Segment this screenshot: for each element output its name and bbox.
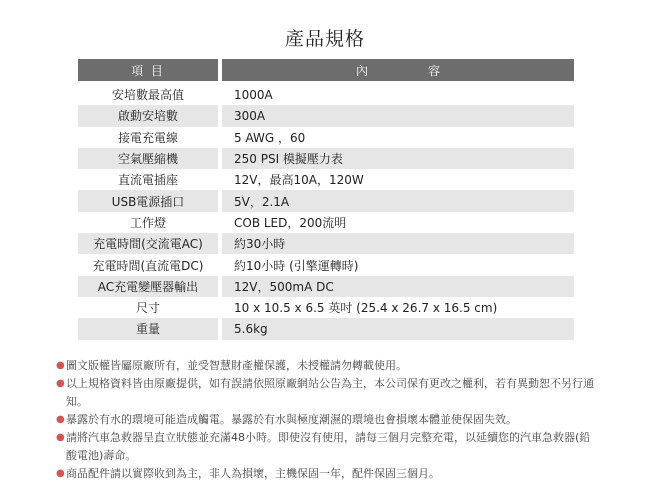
spec-label: 安培數最高值 [111, 88, 184, 103]
note-text: 暴露於有水的環境可能造成觸電。暴露於有水與極度潮濕的環境也會損壞本體並使保固失效。 [66, 413, 517, 426]
spec-table [78, 59, 574, 340]
bullet-icon: ● [56, 414, 65, 425]
spec-label: 重量 [78, 318, 218, 339]
note-item [56, 375, 601, 411]
spec-value: COB LED，200流明 [234, 215, 347, 230]
header-content-char-1: 內 [355, 63, 368, 78]
table-row [78, 233, 574, 254]
note-text: 以上規格資料皆由原廠提供，如有誤請依照原廠網站公告為主，本公司保有更改之權利，若有異動恕不另行通知。 [66, 377, 594, 408]
spec-label: 直流電插座 [117, 173, 178, 188]
spec-value: 5V，2.1A [222, 190, 574, 211]
spec-value: 10 x 10.5 x 6.5 英吋 (25.4 x 26.7 x 16.5 cm) [234, 301, 498, 316]
note-text: 圖文版權皆屬原廠所有，並受智慧財產權保護，未授權請勿轉載使用。 [66, 359, 407, 372]
note-item [56, 465, 601, 483]
header-item: 項 目 [78, 59, 218, 81]
spec-value: 250 PSI 模擬壓力表 [222, 148, 574, 169]
spec-value: 5 AWG ，60 [234, 130, 306, 145]
spec-label: 尺寸 [135, 301, 160, 316]
table-row [78, 297, 574, 318]
table-row [78, 84, 574, 105]
bullet-icon: ● [56, 432, 65, 443]
spec-label: 充電時間(交流電AC) [78, 233, 218, 254]
table-row [78, 105, 574, 126]
spec-value: 約10小時 (引擎運轉時) [234, 258, 359, 273]
table-row [78, 190, 574, 211]
spec-label: 工作燈 [129, 215, 166, 230]
spec-value: 約30小時 [222, 233, 574, 254]
table-row [78, 212, 574, 233]
table-row [78, 127, 574, 148]
note-item [56, 357, 601, 375]
note-item [56, 411, 601, 429]
table-header [78, 59, 574, 81]
note-text: 請將汽車急救器呈直立狀態並充滿48小時。即使沒有使用，請每三個月完整充電，以延續您的汽車急救器(鉛酸電池)壽命。 [66, 431, 591, 462]
spec-label: AC充電變壓器輸出 [78, 276, 218, 297]
spec-value: 300A [222, 105, 574, 126]
spec-value: 12V，500mA DC [222, 276, 574, 297]
note-item [56, 429, 601, 465]
spec-label: 空氣壓縮機 [78, 148, 218, 169]
table-row [78, 254, 574, 275]
header-content [222, 59, 574, 81]
spec-label: USB電源插口 [78, 190, 218, 211]
bullet-icon: ● [56, 468, 65, 479]
bullet-icon: ● [56, 360, 65, 371]
table-row [78, 318, 574, 339]
spec-value: 1000A [234, 87, 273, 102]
spec-label: 接電充電線 [117, 130, 178, 145]
page-title: 產品規格 [284, 28, 365, 50]
spec-value: 12V，最高10A，120W [234, 173, 364, 188]
spec-value: 5.6kg [222, 318, 574, 339]
spec-label: 啟動安培數 [78, 105, 218, 126]
table-row [78, 169, 574, 190]
table-row [78, 148, 574, 169]
notes-list [56, 357, 601, 483]
table-row [78, 276, 574, 297]
note-text: 商品配件請以實際收到為主，非人為損壞，主機保固一年，配件保固三個月。 [66, 467, 440, 480]
header-content-char-2: 容 [428, 63, 441, 78]
spec-label: 充電時間(直流電DC) [92, 258, 204, 273]
bullet-icon: ● [56, 378, 65, 389]
